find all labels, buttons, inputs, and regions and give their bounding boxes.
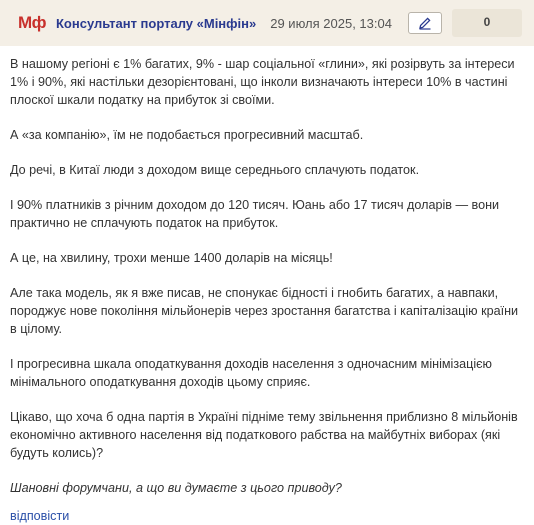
post-date: 29 июля 2025, 13:04 bbox=[270, 15, 392, 31]
post-body bbox=[0, 46, 534, 525]
post-paragraph: Цікаво, що хоча б одна партія в Україні підніме тему звільнення приблизно 8 мільйонів економічно активного населення від податкового рабства на майбутніх виборах (які будуть колись)? bbox=[10, 410, 518, 460]
post-paragraph: А «за компанію», їм не подобається прогресивний масштаб. bbox=[10, 128, 364, 142]
reply-link[interactable]: відповісти bbox=[10, 509, 70, 523]
post-paragraph: І 90% платників з річним доходом до 120 тисяч. Юань або 17 тисяч доларів — вони практично не сплачують податок на прибуток. bbox=[10, 198, 500, 230]
post-paragraph: В нашому регіоні є 1% багатих, 9% - шар соціальної «глини», які розірвуть за інтереси 1% і 90%, які настільки дезорієнтовані, що інколи визначають інтереси 10% в частині плоскої шкали податку на прибуток зі своїми. bbox=[10, 57, 515, 107]
minfin-logo[interactable]: Мф bbox=[18, 13, 47, 32]
rating-counter[interactable]: 0 bbox=[452, 9, 522, 37]
pencil-icon bbox=[418, 16, 432, 30]
post-question: Шановні форумчани, а що ви думаєте з цього приводу? bbox=[10, 481, 342, 495]
author-name[interactable]: Консультант порталу «Мінфін» bbox=[56, 15, 257, 31]
edit-button[interactable] bbox=[408, 12, 442, 34]
post-paragraph: До речі, в Китаї люди з доходом вище середнього сплачують податок. bbox=[10, 163, 420, 177]
post-header bbox=[0, 0, 534, 46]
post-paragraph: Але така модель, як я вже писав, не спонукає бідності і гнобить багатих, а навпаки, породжує нове покоління мільйонерів через зростання багатства і капіталізацію країни в цілому. bbox=[10, 286, 519, 336]
post-paragraph: А це, на хвилину, трохи менше 1400 доларів на місяць! bbox=[10, 251, 333, 265]
post-paragraph: І прогресивна шкала оподаткування доходів населення з одночасним мінімізацією мінімального оподаткування доходів цьому сприяє. bbox=[10, 357, 492, 389]
